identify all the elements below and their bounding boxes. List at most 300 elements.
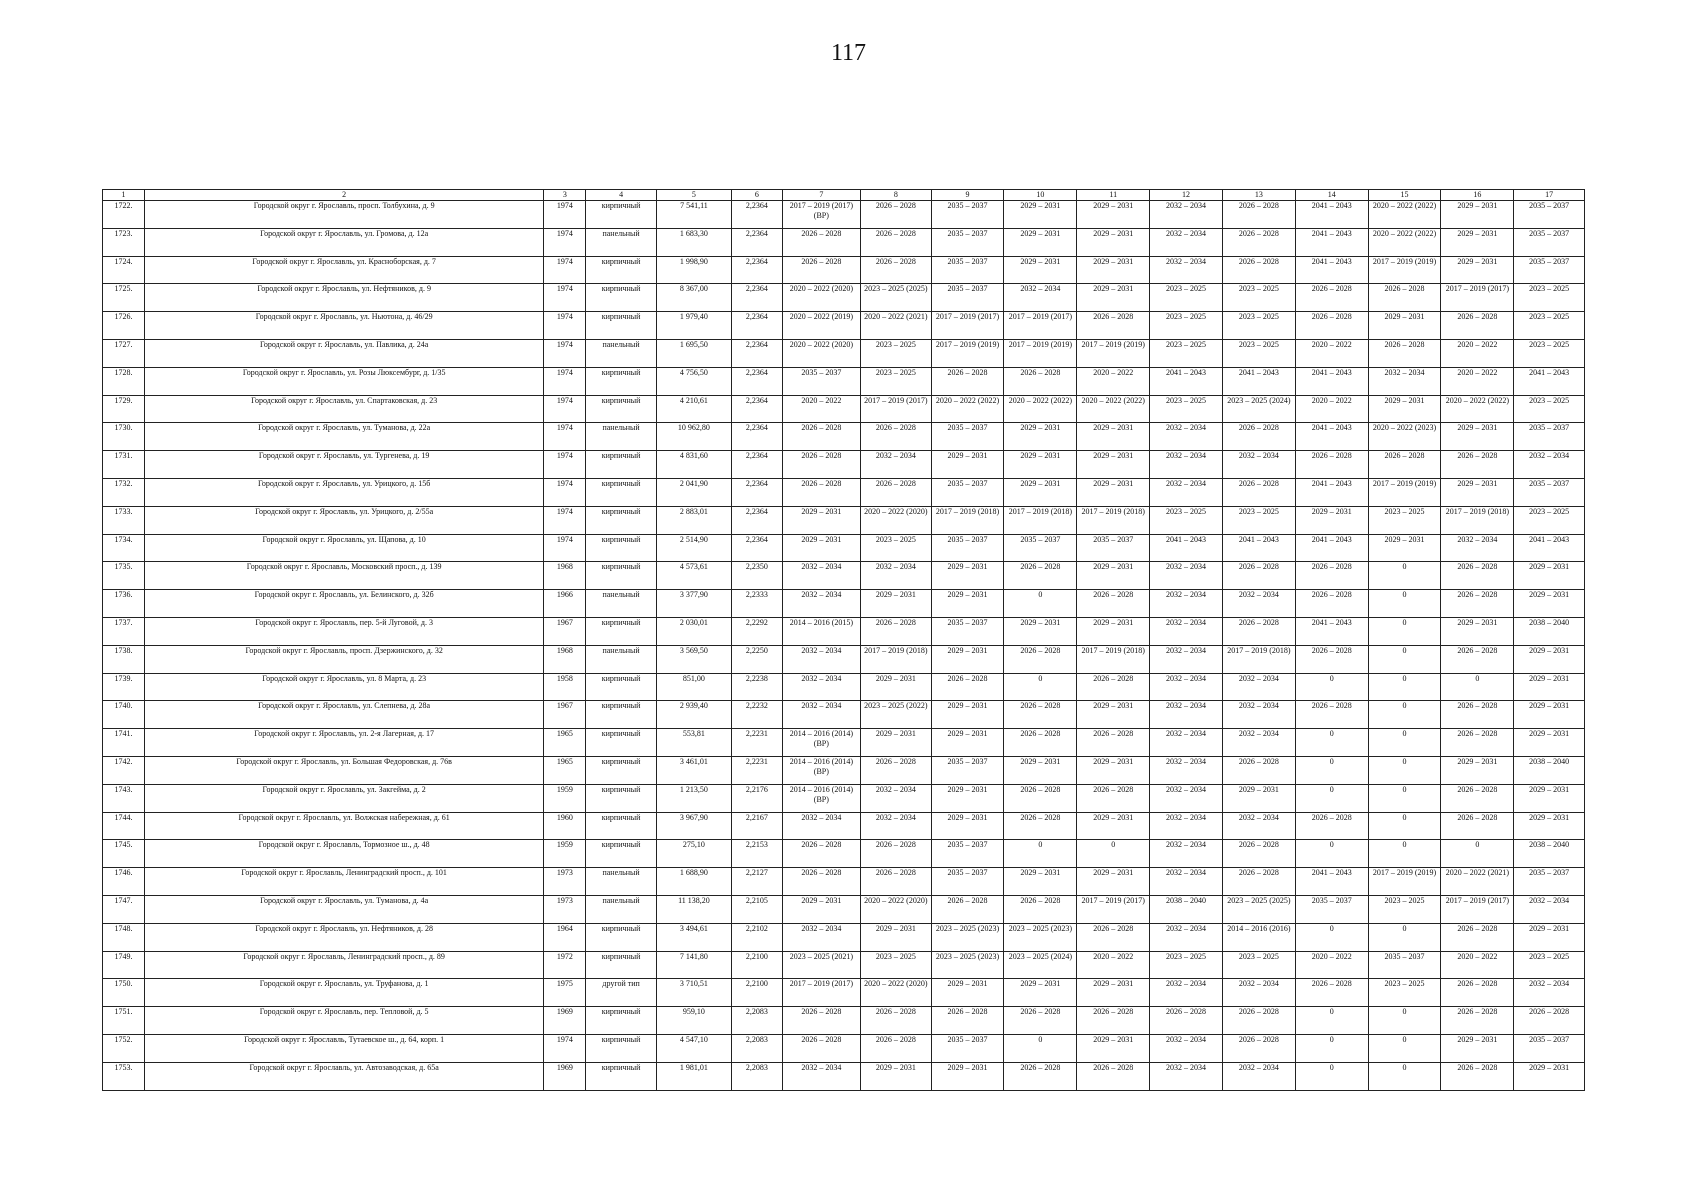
address-cell: Городской округ г. Ярославль, ул. Автозаводская, д. 65а xyxy=(144,1062,543,1090)
table-cell: 2029 – 2031 xyxy=(1441,617,1514,645)
table-cell: 2023 – 2025 xyxy=(1514,395,1585,423)
table-cell: 2032 – 2034 xyxy=(1150,840,1223,868)
table-cell: 2023 – 2025 xyxy=(1150,506,1223,534)
table-cell: 2035 – 2037 xyxy=(1514,1034,1585,1062)
table-cell: 2029 – 2031 xyxy=(861,923,932,951)
table-cell: 2032 – 2034 xyxy=(861,812,932,840)
table-cell: 1959 xyxy=(544,840,586,868)
table-cell: кирпичный xyxy=(586,284,657,312)
table-cell: кирпичный xyxy=(586,756,657,784)
table-cell: 2026 – 2028 xyxy=(782,451,860,479)
table-cell: 2041 – 2043 xyxy=(1514,534,1585,562)
table-cell: 2032 – 2034 xyxy=(1222,812,1295,840)
table-row xyxy=(103,868,1585,896)
table-cell: 0 xyxy=(1004,840,1077,868)
table-cell: 2023 – 2025 xyxy=(1368,506,1441,534)
address-cell: Городской округ г. Ярославль, Ленинградский просп., д. 89 xyxy=(144,951,543,979)
table-cell: 2023 – 2025 (2025) xyxy=(1222,895,1295,923)
table-cell: 2026 – 2028 xyxy=(1295,312,1368,340)
table-cell: 1974 xyxy=(544,201,586,229)
table-cell: панельный xyxy=(586,645,657,673)
table-cell: 2,2102 xyxy=(731,923,782,951)
table-cell: 2032 – 2034 xyxy=(1222,590,1295,618)
table-cell: 2026 – 2028 xyxy=(861,478,932,506)
table-cell: 2026 – 2028 xyxy=(1077,1062,1150,1090)
table-cell: 2,2350 xyxy=(731,562,782,590)
table-cell: 2026 – 2028 xyxy=(1295,562,1368,590)
table-cell: 2032 – 2034 xyxy=(782,562,860,590)
table-row xyxy=(103,201,1585,229)
table-cell: кирпичный xyxy=(586,395,657,423)
table-cell: 2032 – 2034 xyxy=(1222,1062,1295,1090)
table-cell: 2029 – 2031 xyxy=(1004,979,1077,1007)
table-cell: 2032 – 2034 xyxy=(782,645,860,673)
table-cell: панельный xyxy=(586,339,657,367)
table-cell: 0 xyxy=(1368,756,1441,784)
table-cell: 2029 – 2031 xyxy=(1004,617,1077,645)
table-cell: 2020 – 2022 xyxy=(1295,395,1368,423)
table-cell: 2,2364 xyxy=(731,506,782,534)
table-cell: 2026 – 2028 xyxy=(1077,673,1150,701)
table-cell: 2023 – 2025 xyxy=(1150,395,1223,423)
table-row xyxy=(103,451,1585,479)
housing-repair-table xyxy=(102,189,1585,1091)
table-row xyxy=(103,673,1585,701)
table-cell: 2029 – 2031 xyxy=(1077,812,1150,840)
table-row xyxy=(103,478,1585,506)
table-cell: 2020 – 2022 (2019) xyxy=(782,312,860,340)
table-cell: 2029 – 2031 xyxy=(1077,868,1150,896)
table-cell: 2026 – 2028 xyxy=(1077,729,1150,757)
table-cell: 2 030,01 xyxy=(656,617,731,645)
address-cell: Городской округ г. Ярославль, ул. Громова, д. 12а xyxy=(144,228,543,256)
table-cell: 0 xyxy=(1368,729,1441,757)
table-cell: 2023 – 2025 xyxy=(1150,312,1223,340)
table-cell: 2029 – 2031 xyxy=(782,534,860,562)
table-cell: кирпичный xyxy=(586,201,657,229)
table-cell: кирпичный xyxy=(586,617,657,645)
table-cell: 2 514,90 xyxy=(656,534,731,562)
table-cell: 2026 – 2028 xyxy=(861,756,932,784)
table-cell: 3 967,90 xyxy=(656,812,731,840)
table-cell: 2020 – 2022 (2020) xyxy=(782,339,860,367)
table-cell: 2023 – 2025 xyxy=(1514,951,1585,979)
table-cell: 2017 – 2019 (2017) xyxy=(1077,895,1150,923)
table-cell: 2032 – 2034 xyxy=(782,590,860,618)
table-cell: 2029 – 2031 xyxy=(1077,256,1150,284)
table-cell: 959,10 xyxy=(656,1007,731,1035)
table-cell: 1965 xyxy=(544,729,586,757)
table-row xyxy=(103,645,1585,673)
table-cell: 0 xyxy=(1368,840,1441,868)
table-cell: 2041 – 2043 xyxy=(1295,367,1368,395)
address-cell: Городской округ г. Ярославль, ул. Закгейма, д. 2 xyxy=(144,784,543,812)
table-cell: 2026 – 2028 xyxy=(1295,979,1368,1007)
table-cell: 2035 – 2037 xyxy=(1514,201,1585,229)
row-number-cell: 1729. xyxy=(103,395,145,423)
table-cell: 1 998,90 xyxy=(656,256,731,284)
table-cell: 2026 – 2028 xyxy=(1222,256,1295,284)
address-cell: Городской округ г. Ярославль, ул. Нефтяников, д. 9 xyxy=(144,284,543,312)
table-cell: 2038 – 2040 xyxy=(1514,756,1585,784)
table-cell: 2032 – 2034 xyxy=(1150,201,1223,229)
row-number-cell: 1724. xyxy=(103,256,145,284)
table-cell: 2020 – 2022 (2020) xyxy=(861,895,932,923)
table-cell: 2029 – 2031 xyxy=(931,451,1004,479)
table-cell: 0 xyxy=(1295,729,1368,757)
table-cell: 0 xyxy=(1368,562,1441,590)
table-cell: 2029 – 2031 xyxy=(1004,451,1077,479)
table-cell: 2023 – 2025 xyxy=(861,951,932,979)
table-cell: кирпичный xyxy=(586,923,657,951)
table-cell: 1967 xyxy=(544,617,586,645)
row-number-cell: 1746. xyxy=(103,868,145,896)
table-cell: 1968 xyxy=(544,562,586,590)
row-number-cell: 1736. xyxy=(103,590,145,618)
table-cell: 2020 – 2022 (2022) xyxy=(1368,228,1441,256)
table-cell: 1974 xyxy=(544,284,586,312)
table-cell: 2026 – 2028 xyxy=(1150,1007,1223,1035)
table-cell: 2029 – 2031 xyxy=(1514,673,1585,701)
table-cell: 2026 – 2028 xyxy=(861,256,932,284)
table-cell: 2026 – 2028 xyxy=(861,1007,932,1035)
table-cell: 2035 – 2037 xyxy=(931,868,1004,896)
table-cell: 1969 xyxy=(544,1062,586,1090)
table-cell: 2,2364 xyxy=(731,284,782,312)
table-cell: 2032 – 2034 xyxy=(1150,1034,1223,1062)
table-cell: 2017 – 2019 (2019) xyxy=(931,339,1004,367)
table-cell: 2,2232 xyxy=(731,701,782,729)
table-cell: 2029 – 2031 xyxy=(931,979,1004,1007)
table-cell: 2041 – 2043 xyxy=(1150,534,1223,562)
table-cell: 2017 – 2019 (2017) xyxy=(861,395,932,423)
table-cell: 2035 – 2037 xyxy=(1004,534,1077,562)
table-cell: 1964 xyxy=(544,923,586,951)
table-cell: 2035 – 2037 xyxy=(1514,228,1585,256)
table-cell: 2026 – 2028 xyxy=(931,367,1004,395)
table-cell: 2041 – 2043 xyxy=(1295,228,1368,256)
table-cell: 2029 – 2031 xyxy=(1222,784,1295,812)
table-cell: 2020 – 2022 (2020) xyxy=(861,506,932,534)
table-cell: 2029 – 2031 xyxy=(931,562,1004,590)
table-cell: 2032 – 2034 xyxy=(1222,451,1295,479)
table-cell: 2029 – 2031 xyxy=(1004,423,1077,451)
table-cell: 2026 – 2028 xyxy=(931,673,1004,701)
table-cell: 3 377,90 xyxy=(656,590,731,618)
table-cell: 1974 xyxy=(544,478,586,506)
table-cell: 2014 – 2016 (2016) xyxy=(1222,923,1295,951)
table-cell: кирпичный xyxy=(586,1007,657,1035)
table-cell: 2029 – 2031 xyxy=(931,645,1004,673)
table-cell: 7 541,11 xyxy=(656,201,731,229)
address-cell: Городской округ г. Ярославль, пер. 5-й Луговой, д. 3 xyxy=(144,617,543,645)
table-cell: панельный xyxy=(586,868,657,896)
table-cell: кирпичный xyxy=(586,312,657,340)
table-cell: 1958 xyxy=(544,673,586,701)
table-cell: 0 xyxy=(1295,673,1368,701)
table-cell: 2,2083 xyxy=(731,1034,782,1062)
table-cell: 2,2127 xyxy=(731,868,782,896)
table-cell: 2,2364 xyxy=(731,395,782,423)
table-cell: 2023 – 2025 xyxy=(861,339,932,367)
table-cell: 2029 – 2031 xyxy=(861,673,932,701)
table-cell: кирпичный xyxy=(586,812,657,840)
table-cell: 2,2364 xyxy=(731,478,782,506)
table-cell: 2029 – 2031 xyxy=(1077,756,1150,784)
table-cell: 2017 – 2019 (2017) xyxy=(1441,284,1514,312)
table-cell: 2026 – 2028 xyxy=(1441,451,1514,479)
table-cell: 2029 – 2031 xyxy=(1077,423,1150,451)
table-cell: 0 xyxy=(1368,1062,1441,1090)
column-header: 11 xyxy=(1077,190,1150,201)
table-cell: 2023 – 2025 xyxy=(1368,895,1441,923)
table-cell: 2032 – 2034 xyxy=(1222,701,1295,729)
table-cell: 2026 – 2028 xyxy=(1441,923,1514,951)
table-cell: 2035 – 2037 xyxy=(931,284,1004,312)
table-cell: 2035 – 2037 xyxy=(931,534,1004,562)
table-cell: 2023 – 2025 xyxy=(1222,339,1295,367)
column-header: 4 xyxy=(586,190,657,201)
table-cell: 2032 – 2034 xyxy=(782,701,860,729)
table-cell: 2029 – 2031 xyxy=(1441,256,1514,284)
table-cell: 2,2364 xyxy=(731,339,782,367)
table-cell: 2023 – 2025 (2021) xyxy=(782,951,860,979)
table-row xyxy=(103,1007,1585,1035)
table-cell: 2026 – 2028 xyxy=(782,1034,860,1062)
table-cell: 2023 – 2025 xyxy=(1150,951,1223,979)
table-cell: 0 xyxy=(1368,1007,1441,1035)
table-cell: 2026 – 2028 xyxy=(861,868,932,896)
table-cell: 2032 – 2034 xyxy=(1150,868,1223,896)
table-cell: 2029 – 2031 xyxy=(1004,756,1077,784)
row-number-cell: 1733. xyxy=(103,506,145,534)
table-cell: 2029 – 2031 xyxy=(1004,228,1077,256)
table-cell: 2026 – 2028 xyxy=(1441,312,1514,340)
table-cell: 2041 – 2043 xyxy=(1295,423,1368,451)
table-cell: 2026 – 2028 xyxy=(861,617,932,645)
table-cell: 2017 – 2019 (2019) xyxy=(1077,339,1150,367)
table-cell: 2035 – 2037 xyxy=(1295,895,1368,923)
table-cell: 2020 – 2022 (2022) xyxy=(1077,395,1150,423)
table-cell: 2029 – 2031 xyxy=(1514,645,1585,673)
column-header: 16 xyxy=(1441,190,1514,201)
table-cell: 2014 – 2016 (2014) (ВР) xyxy=(782,756,860,784)
table-cell: 2029 – 2031 xyxy=(861,729,932,757)
table-cell: 0 xyxy=(1295,784,1368,812)
table-cell: кирпичный xyxy=(586,701,657,729)
table-cell: 2035 – 2037 xyxy=(1368,951,1441,979)
table-cell: 2023 – 2025 xyxy=(861,534,932,562)
table-cell: 2026 – 2028 xyxy=(1222,840,1295,868)
table-cell: 553,81 xyxy=(656,729,731,757)
address-cell: Городской округ г. Ярославль, ул. Розы Люксембург, д. 1/35 xyxy=(144,367,543,395)
row-number-cell: 1728. xyxy=(103,367,145,395)
column-header: 13 xyxy=(1222,190,1295,201)
table-cell: 2029 – 2031 xyxy=(1077,979,1150,1007)
table-cell: 2029 – 2031 xyxy=(1004,201,1077,229)
table-cell: 2020 – 2022 xyxy=(1441,339,1514,367)
table-cell: 2,2153 xyxy=(731,840,782,868)
table-cell: 2014 – 2016 (2014) (ВР) xyxy=(782,729,860,757)
address-cell: Городской округ г. Ярославль, ул. Урицкого, д. 15б xyxy=(144,478,543,506)
table-cell: 2023 – 2025 (2023) xyxy=(931,951,1004,979)
table-cell: 2026 – 2028 xyxy=(1368,339,1441,367)
column-header: 10 xyxy=(1004,190,1077,201)
row-number-cell: 1739. xyxy=(103,673,145,701)
table-cell: 2,2364 xyxy=(731,451,782,479)
table-cell: 2026 – 2028 xyxy=(782,256,860,284)
table-cell: 3 569,50 xyxy=(656,645,731,673)
table-cell: кирпичный xyxy=(586,673,657,701)
table-cell: 2029 – 2031 xyxy=(1441,478,1514,506)
table-cell: 2017 – 2019 (2017) (ВР) xyxy=(782,201,860,229)
table-cell: 2032 – 2034 xyxy=(1150,645,1223,673)
table-cell: 2029 – 2031 xyxy=(782,506,860,534)
table-cell: 2035 – 2037 xyxy=(931,478,1004,506)
column-header: 12 xyxy=(1150,190,1223,201)
table-cell: 2026 – 2028 xyxy=(1222,201,1295,229)
table-cell: 2029 – 2031 xyxy=(1295,506,1368,534)
row-number-cell: 1722. xyxy=(103,201,145,229)
table-row xyxy=(103,506,1585,534)
address-cell: Городской округ г. Ярославль, пер. Тепловой, д. 5 xyxy=(144,1007,543,1035)
table-cell: 2032 – 2034 xyxy=(1150,617,1223,645)
table-cell: кирпичный xyxy=(586,478,657,506)
table-cell: 2032 – 2034 xyxy=(1150,812,1223,840)
table-cell: 2029 – 2031 xyxy=(1077,478,1150,506)
table-cell: 2035 – 2037 xyxy=(931,201,1004,229)
table-row xyxy=(103,312,1585,340)
table-cell: 2017 – 2019 (2019) xyxy=(1368,478,1441,506)
table-cell: 2029 – 2031 xyxy=(1077,451,1150,479)
table-cell: 2032 – 2034 xyxy=(861,451,932,479)
address-cell: Городской округ г. Ярославль, ул. Красноборская, д. 7 xyxy=(144,256,543,284)
table-cell: 2029 – 2031 xyxy=(1441,423,1514,451)
table-cell: кирпичный xyxy=(586,367,657,395)
table-cell: 2029 – 2031 xyxy=(931,1062,1004,1090)
address-cell: Городской округ г. Ярославль, Тутаевское ш., д. 64, корп. 1 xyxy=(144,1034,543,1062)
table-cell: 2032 – 2034 xyxy=(1150,562,1223,590)
table-cell: 0 xyxy=(1004,590,1077,618)
table-cell: 2026 – 2028 xyxy=(931,895,1004,923)
table-cell: 2029 – 2031 xyxy=(1368,312,1441,340)
table-cell: 2026 – 2028 xyxy=(782,228,860,256)
table-row xyxy=(103,339,1585,367)
table-cell: 2026 – 2028 xyxy=(782,423,860,451)
table-cell: 2017 – 2019 (2018) xyxy=(1077,645,1150,673)
table-cell: 2020 – 2022 xyxy=(1295,339,1368,367)
table-row xyxy=(103,701,1585,729)
table-cell: 2026 – 2028 xyxy=(1222,478,1295,506)
table-cell: 2029 – 2031 xyxy=(782,895,860,923)
table-cell: 1968 xyxy=(544,645,586,673)
address-cell: Городской округ г. Ярославль, ул. Павлика, д. 24а xyxy=(144,339,543,367)
column-header: 7 xyxy=(782,190,860,201)
table-cell: 2 041,90 xyxy=(656,478,731,506)
table-cell: 2032 – 2034 xyxy=(1222,979,1295,1007)
row-number-cell: 1753. xyxy=(103,1062,145,1090)
table-cell: 2026 – 2028 xyxy=(1441,979,1514,1007)
table-cell: 2017 – 2019 (2017) xyxy=(1441,895,1514,923)
address-cell: Городской округ г. Ярославль, ул. Туманова, д. 22а xyxy=(144,423,543,451)
table-cell: 2032 – 2034 xyxy=(782,673,860,701)
table-cell: 2032 – 2034 xyxy=(1150,423,1223,451)
table-cell: 2026 – 2028 xyxy=(1004,562,1077,590)
table-cell: 2020 – 2022 xyxy=(1077,951,1150,979)
table-cell: 2023 – 2025 xyxy=(1150,284,1223,312)
table-cell: 0 xyxy=(1295,1034,1368,1062)
table-cell: 2041 – 2043 xyxy=(1295,201,1368,229)
table-cell: 2020 – 2022 (2022) xyxy=(931,395,1004,423)
address-cell: Городской округ г. Ярославль, ул. Щапова, д. 10 xyxy=(144,534,543,562)
row-number-cell: 1734. xyxy=(103,534,145,562)
table-cell: 2032 – 2034 xyxy=(1150,590,1223,618)
table-cell: 2023 – 2025 (2024) xyxy=(1004,951,1077,979)
table-cell: 2041 – 2043 xyxy=(1514,367,1585,395)
table-cell: 2032 – 2034 xyxy=(1150,673,1223,701)
table-cell: кирпичный xyxy=(586,451,657,479)
table-cell: 2026 – 2028 xyxy=(1441,784,1514,812)
table-cell: 2026 – 2028 xyxy=(861,1034,932,1062)
table-cell: кирпичный xyxy=(586,1034,657,1062)
table-cell: 2026 – 2028 xyxy=(1077,784,1150,812)
table-cell: 2017 – 2019 (2019) xyxy=(1368,868,1441,896)
table-cell: 2029 – 2031 xyxy=(1514,784,1585,812)
table-cell: 2026 – 2028 xyxy=(1077,1007,1150,1035)
table-cell: 1973 xyxy=(544,895,586,923)
table-cell: 0 xyxy=(1368,812,1441,840)
table-cell: 2026 – 2028 xyxy=(1004,784,1077,812)
address-cell: Городской округ г. Ярославль, ул. Тургенева, д. 19 xyxy=(144,451,543,479)
table-cell: 2029 – 2031 xyxy=(931,812,1004,840)
table-cell: 2017 – 2019 (2017) xyxy=(1004,312,1077,340)
table-cell: 2026 – 2028 xyxy=(782,1007,860,1035)
table-row xyxy=(103,367,1585,395)
table-cell: 2,2364 xyxy=(731,228,782,256)
table-cell: 1974 xyxy=(544,423,586,451)
table-cell: 2029 – 2031 xyxy=(1077,201,1150,229)
row-number-cell: 1750. xyxy=(103,979,145,1007)
table-cell: 2032 – 2034 xyxy=(1150,756,1223,784)
address-cell: Городской округ г. Ярославль, ул. Слепнева, д. 28а xyxy=(144,701,543,729)
table-cell: 2026 – 2028 xyxy=(1295,701,1368,729)
table-cell: 1 695,50 xyxy=(656,339,731,367)
table-row xyxy=(103,423,1585,451)
table-cell: 2026 – 2028 xyxy=(782,868,860,896)
table-cell: 2017 – 2019 (2018) xyxy=(1004,506,1077,534)
column-header: 15 xyxy=(1368,190,1441,201)
table-cell: 2029 – 2031 xyxy=(1077,617,1150,645)
table-cell: 2020 – 2022 (2023) xyxy=(1368,423,1441,451)
table-cell: 2023 – 2025 xyxy=(1222,506,1295,534)
table-cell: 2029 – 2031 xyxy=(1077,562,1150,590)
table-cell: 2035 – 2037 xyxy=(1514,256,1585,284)
table-cell: 2029 – 2031 xyxy=(1514,812,1585,840)
table-cell: 2032 – 2034 xyxy=(1514,979,1585,1007)
table-cell: 2035 – 2037 xyxy=(931,423,1004,451)
table-cell: 3 710,51 xyxy=(656,979,731,1007)
table-cell: 2029 – 2031 xyxy=(1368,534,1441,562)
table-cell: 4 573,61 xyxy=(656,562,731,590)
table-cell: 2,2364 xyxy=(731,312,782,340)
table-cell: 2026 – 2028 xyxy=(1222,228,1295,256)
table-cell: 2029 – 2031 xyxy=(931,729,1004,757)
table-cell: кирпичный xyxy=(586,840,657,868)
table-cell: 2029 – 2031 xyxy=(931,701,1004,729)
table-cell: 2023 – 2025 xyxy=(1222,312,1295,340)
column-header: 17 xyxy=(1514,190,1585,201)
table-cell: 2023 – 2025 xyxy=(1514,506,1585,534)
